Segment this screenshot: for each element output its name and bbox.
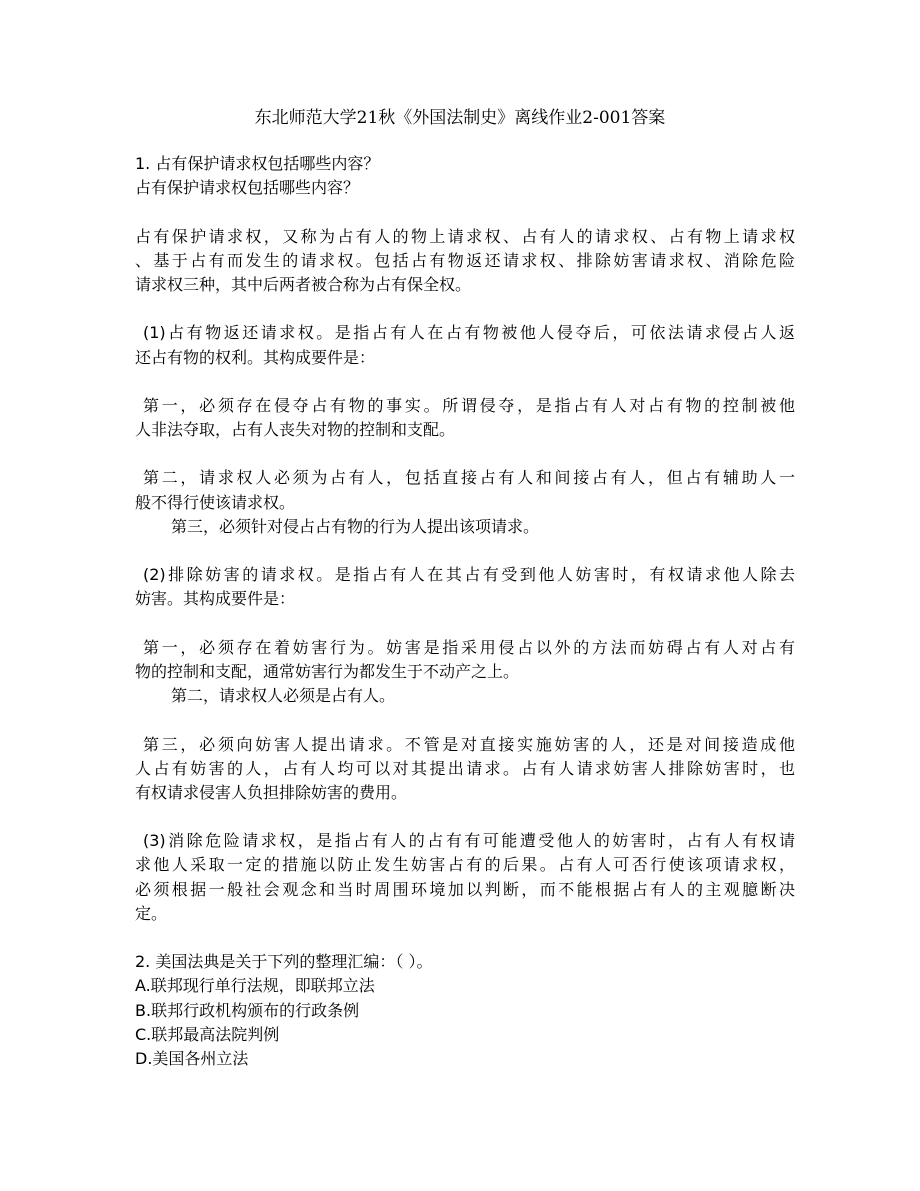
q1-question: 1. 占有保护请求权包括哪些内容？ bbox=[135, 154, 380, 173]
q1-section-1-second bbox=[135, 466, 795, 514]
paragraph-line: (2)排除妨害的请求权。是指占有人在其占有受到他人妨害时，有权请求他人除去 bbox=[143, 565, 795, 585]
paragraph-line: 求他人采取一定的措施以防止发生妨害占有的后果。占有人可否行使该项请求权， bbox=[135, 855, 795, 875]
q2-question: 2. 美国法典是关于下列的整理汇编：（ ）。 bbox=[135, 952, 433, 972]
spacer bbox=[135, 297, 795, 321]
paragraph-line: 般不得行使该请求权。 bbox=[135, 492, 296, 512]
q1-section-2-second: 第二，请求权人必须是占有人。 bbox=[171, 686, 396, 706]
spacer bbox=[135, 370, 795, 394]
spacer bbox=[135, 200, 795, 224]
spacer bbox=[135, 612, 795, 636]
paragraph-line: 有权请求侵害人负担排除妨害的费用。 bbox=[135, 782, 408, 802]
paragraph-line: 人占有妨害的人，占有人均可以对其提出请求。占有人请求妨害人排除妨害时，也 bbox=[135, 758, 795, 778]
q1-section-1 bbox=[135, 321, 795, 369]
paragraph-line: 必须根据一般社会观念和当时周围环境加以判断，而不能根据占有人的主观臆断决 bbox=[135, 879, 795, 899]
q2-option-a: A.联邦现行单行法规，即联邦立法 bbox=[135, 976, 375, 996]
spacer bbox=[135, 539, 795, 563]
paragraph-line: 第二，请求权人必须为占有人，包括直接占有人和间接占有人，但占有辅助人一 bbox=[143, 468, 795, 488]
paragraph-line: 占有保护请求权，又称为占有人的物上请求权、占有人的请求权、占有物上请求权 bbox=[135, 226, 795, 246]
paragraph-line: 第一，必须存在侵夺占有物的事实。所谓侵夺，是指占有人对占有物的控制被他 bbox=[143, 395, 795, 415]
q2-option-d: D.美国各州立法 bbox=[135, 1048, 249, 1068]
paragraph-line: 第一，必须存在着妨害行为。妨害是指采用侵占以外的方法而妨碍占有人对占有 bbox=[143, 637, 795, 657]
spacer bbox=[135, 442, 795, 466]
q1-section-2-first bbox=[135, 636, 795, 684]
q1-section-2 bbox=[135, 563, 795, 611]
q1-intro-paragraph bbox=[135, 225, 795, 298]
q1-section-3 bbox=[135, 829, 795, 926]
paragraph-line: 请求权三种，其中后两者被合称为占有保全权。 bbox=[135, 274, 472, 294]
q2-option-c: C.联邦最高法院判例 bbox=[135, 1024, 280, 1044]
paragraph-line: 第三，必须向妨害人提出请求。不管是对直接实施妨害的人，还是对间接造成他 bbox=[143, 734, 795, 754]
q1-section-1-first bbox=[135, 394, 795, 442]
paragraph-line: 还占有物的权利。其构成要件是： bbox=[135, 347, 376, 367]
paragraph-line: (1)占有物返还请求权。是指占有人在占有物被他人侵夺后，可依法请求侵占人返 bbox=[143, 323, 795, 343]
paragraph-line: (3)消除危险请求权，是指占有人的占有有可能遭受他人的妨害时，占有人有权请 bbox=[143, 831, 795, 851]
spacer bbox=[135, 805, 795, 829]
paragraph-line: 人非法夺取，占有人丧失对物的控制和支配。 bbox=[135, 420, 456, 440]
q1-section-1-third: 第三，必须针对侵占占有物的行为人提出该项请求。 bbox=[171, 516, 540, 536]
q1-section-2-third bbox=[135, 733, 795, 806]
document-body bbox=[135, 152, 795, 1071]
document-title: 东北师范大学21秋《外国法制史》离线作业2-001答案 bbox=[254, 108, 666, 128]
spacer bbox=[135, 926, 795, 950]
paragraph-line: 物的控制和支配，通常妨害行为都发生于不动产之上。 bbox=[135, 661, 520, 681]
q1-question-repeat: 占有保护请求权包括哪些内容？ bbox=[135, 178, 360, 198]
paragraph-line: 定。 bbox=[135, 903, 168, 923]
spacer bbox=[135, 708, 795, 732]
paragraph-line: 妨害。其构成要件是： bbox=[135, 589, 296, 609]
paragraph-line: 、基于占有而发生的请求权。包括占有物返还请求权、排除妨害请求权、消除危险 bbox=[135, 250, 795, 270]
q2-option-b: B.联邦行政机构颁布的行政条例 bbox=[135, 1000, 360, 1020]
